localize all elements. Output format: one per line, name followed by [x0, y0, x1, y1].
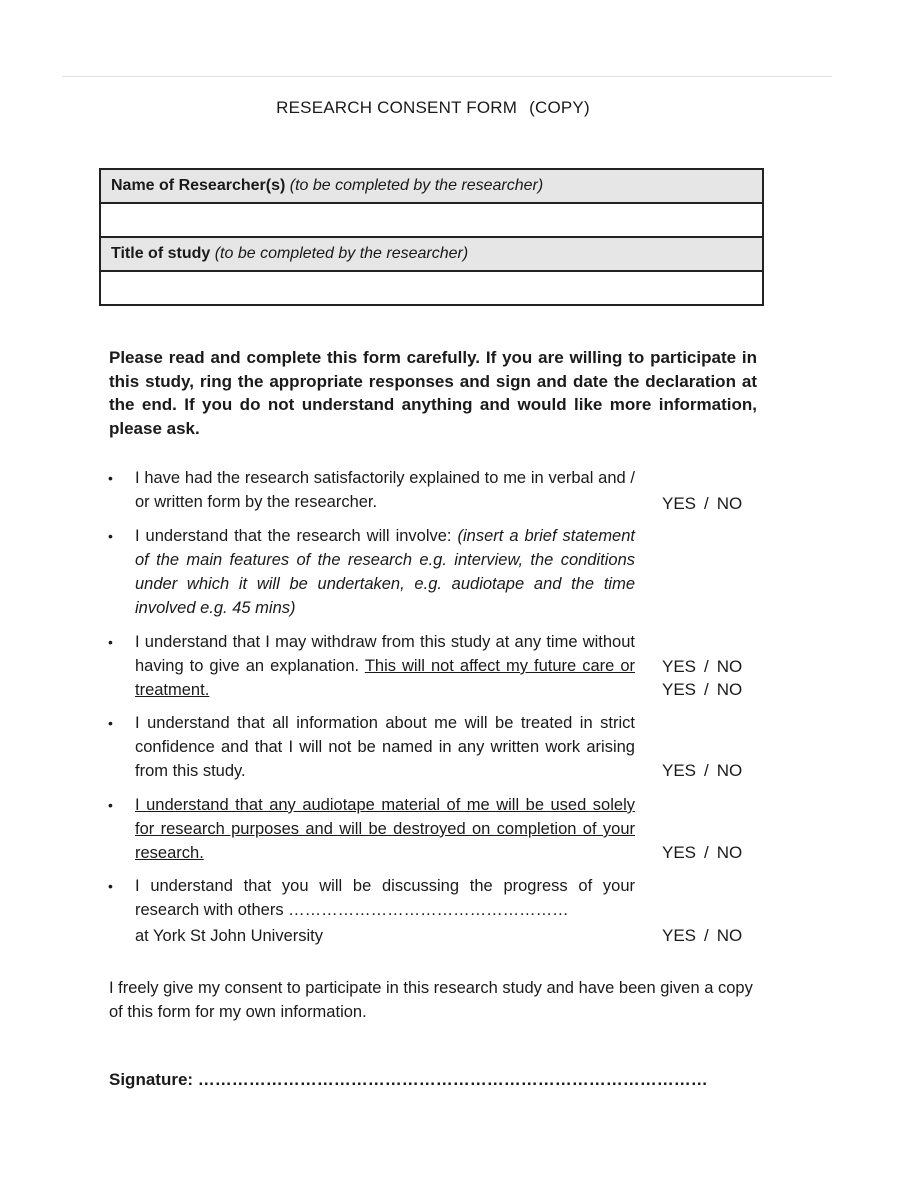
consent-statement: I freely give my consent to participate in this research study and have been given a copy of this form for my own information.: [109, 979, 753, 1021]
researcher-name-note: (to be completed by the researcher): [289, 177, 544, 194]
statement-text: [135, 630, 635, 702]
instructions-paragraph: Please read and complete this form carefully. If you are willing to participate in this study, ring the appropriate responses and sign and date the declaration at the end. If you do not understand anything and would like more information, please ask.: [109, 348, 757, 438]
yes-option[interactable]: YES: [662, 657, 697, 676]
yes-option[interactable]: YES: [662, 680, 697, 699]
statement-text-continued: at York St John University: [135, 927, 324, 945]
researcher-name-header-row: [100, 169, 763, 203]
yes-option[interactable]: YES: [662, 761, 697, 780]
statement-text: I have had the research satisfactorily explained to me in verbal and / or written form by the researcher.: [135, 469, 635, 511]
yes-no-separator: /: [704, 657, 709, 676]
researcher-name-entry-row[interactable]: [100, 203, 763, 237]
top-divider: [62, 76, 832, 77]
statement-text: [135, 524, 635, 620]
yes-no-separator: /: [704, 926, 709, 945]
researcher-info-table: [99, 168, 764, 306]
study-title-label: Title of study: [111, 245, 211, 262]
title-suffix: (COPY): [529, 98, 590, 117]
no-option[interactable]: NO: [716, 680, 743, 699]
page-title: [0, 98, 866, 118]
researcher-name-label: Name of Researcher(s): [111, 177, 286, 194]
yes-no-separator: /: [704, 680, 709, 699]
signature-field[interactable]: ………………………………………………………………………………: [197, 1070, 708, 1089]
study-title-note: (to be completed by the researcher): [214, 245, 469, 262]
no-option[interactable]: NO: [716, 926, 743, 945]
yes-no-choice[interactable]: [662, 924, 742, 948]
statement-underlined-part: This will not affect my future care or treatment.: [135, 657, 635, 699]
yes-option[interactable]: YES: [662, 494, 697, 513]
yes-no-choice[interactable]: [662, 678, 742, 702]
statement-plain-part: I understand that the research will involve:: [135, 527, 452, 545]
study-title-label-cell: [100, 237, 763, 271]
bullet-icon: •: [108, 797, 113, 813]
statement-text: I understand that any audiotape material of me will be used solely for research purposes and will be destroyed on completion of your research.: [135, 796, 635, 862]
no-option[interactable]: NO: [716, 843, 743, 862]
researcher-name-field[interactable]: [100, 203, 763, 237]
bullet-icon: •: [108, 634, 113, 650]
yes-option[interactable]: YES: [662, 926, 697, 945]
study-title-entry-row[interactable]: [100, 271, 763, 305]
study-title-header-row: [100, 237, 763, 271]
study-title-field[interactable]: [100, 271, 763, 305]
bullet-icon: •: [108, 528, 113, 544]
yes-no-choice[interactable]: [662, 492, 742, 516]
statement-text: I understand that all information about me will be treated in strict confidence and that I will not be named in any written work arising from this study.: [135, 714, 635, 780]
bullet-icon: •: [108, 878, 113, 894]
no-option[interactable]: NO: [716, 494, 743, 513]
yes-no-separator: /: [704, 761, 709, 780]
no-option[interactable]: NO: [716, 761, 743, 780]
yes-no-separator: /: [704, 494, 709, 513]
statement-text: I understand that you will be discussing the progress of your research with others ……………………………………………: [135, 877, 635, 919]
no-option[interactable]: NO: [716, 657, 743, 676]
bullet-icon: •: [108, 470, 113, 486]
yes-option[interactable]: YES: [662, 843, 697, 862]
yes-no-choice[interactable]: [662, 655, 742, 679]
yes-no-separator: /: [704, 843, 709, 862]
signature-line[interactable]: [109, 1070, 759, 1090]
bullet-icon: •: [108, 715, 113, 731]
yes-no-choice[interactable]: [662, 759, 742, 783]
statement-italic-part: (insert a brief statement of the main features of the research e.g. interview, the conditions under which it will be undertaken, e.g. audiotape and the time involved e.g. 45 mins): [135, 527, 635, 617]
yes-no-choice[interactable]: [662, 841, 742, 865]
researcher-name-label-cell: [100, 169, 763, 203]
signature-label: Signature:: [109, 1070, 194, 1089]
title-text: RESEARCH CONSENT FORM: [276, 98, 518, 117]
statement-plain-part: I understand that I may withdraw from this study at any time without having to give an explanation.: [135, 633, 635, 675]
